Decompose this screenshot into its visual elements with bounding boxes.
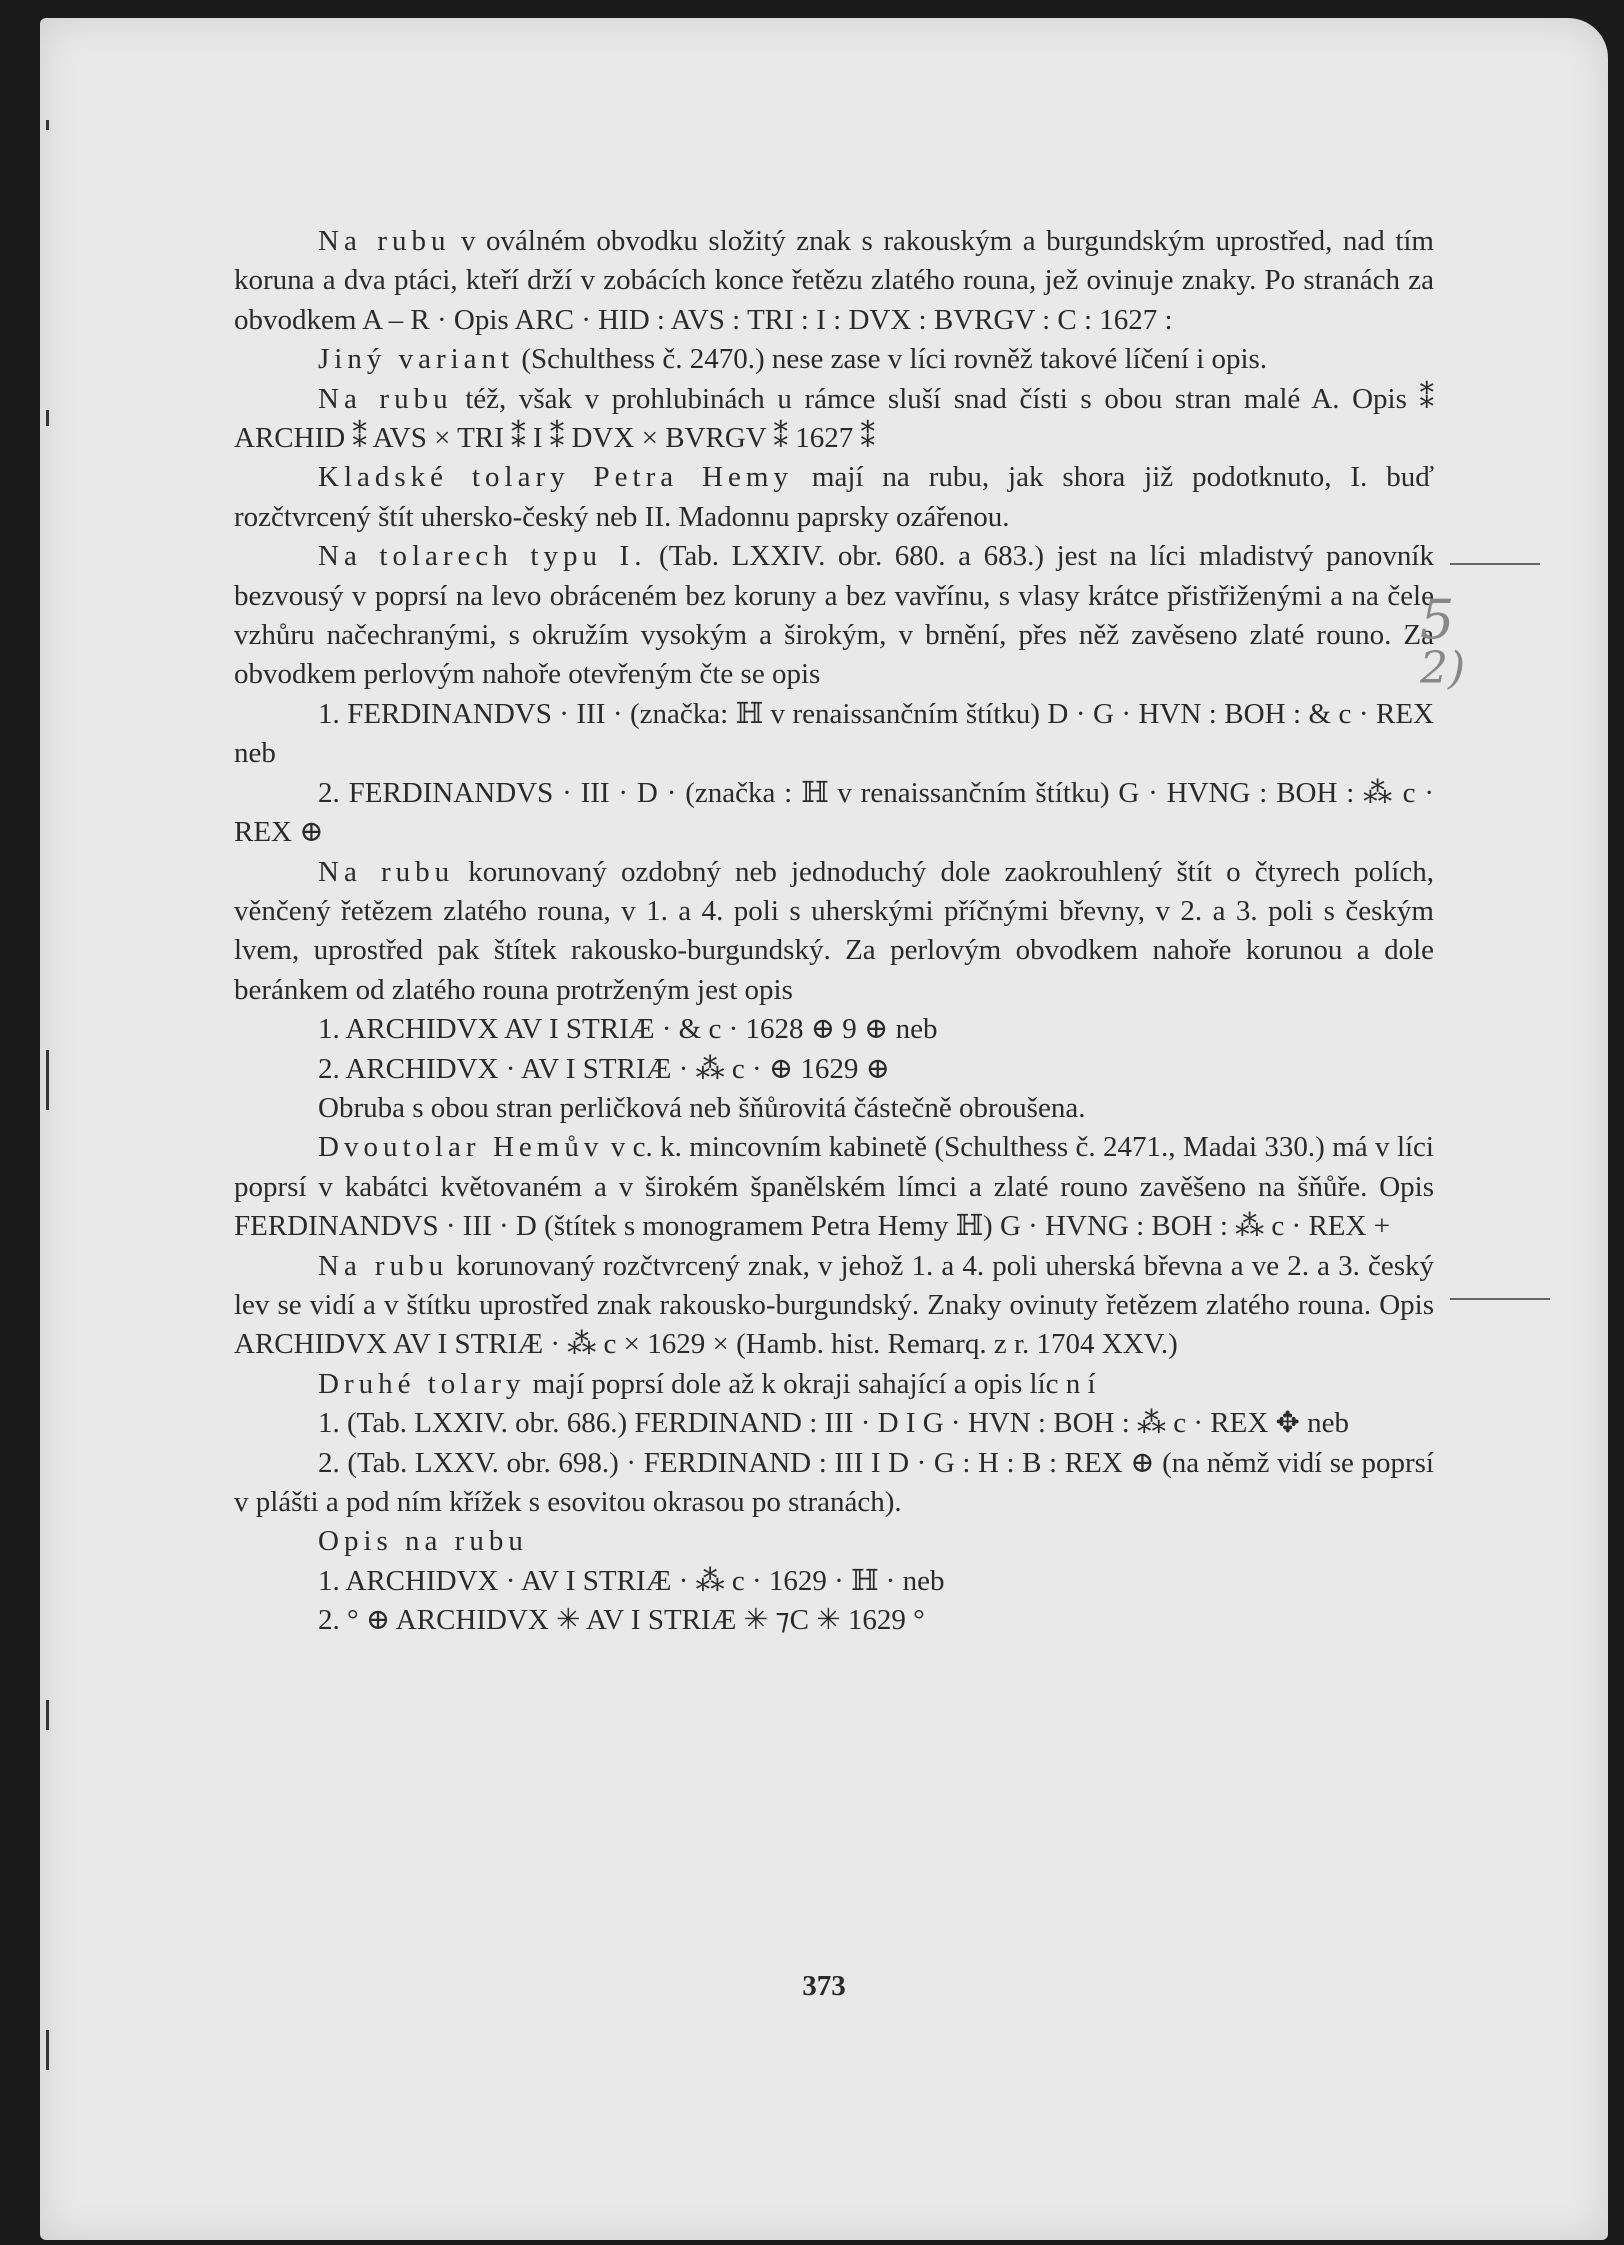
paragraph: [234, 774, 1434, 853]
binding-mark: [46, 1050, 49, 1110]
paragraph-text: korunovaný rozčtvrcený znak, v jehož 1. a 4. poli uherská břevna a ve 2. a 3. český lev se vidí a v štítku uprostřed znak rakousko-burgundský. Znaky ovinuty řetězem zlatého rouna. Opis ARCHIDVX AV I STRIÆ · ⁂ c × 1629 × (Hamb. hist. Remarq. z r. 1704 XXV.): [234, 1249, 1434, 1361]
paragraph: [234, 695, 1434, 774]
paragraph: [234, 1365, 1434, 1404]
margin-rule: [1450, 563, 1540, 565]
spaced-lead: Jiný variant: [318, 343, 515, 376]
book-page: [40, 18, 1608, 2240]
paragraph: [234, 1247, 1434, 1365]
spaced-lead: Na tolarech typu I.: [318, 540, 647, 573]
spaced-lead: Na rubu: [318, 225, 451, 257]
paragraph-text: v oválném obvodku složitý znak s rakouským a burgundským uprostřed, nad tím koruna a dva ptáci, kteří drží v zobácích konce řetězu zlatého rouna, jež ovinuje znaky. Po stranách za obvodkem A – R · Opis ARC · HID : AVS : TRI : I : DVX : BVRGV : C : 1627 :: [234, 225, 1434, 336]
paragraph-text: 1. FERDINANDVS · III · (značka: ℍ v renaissančním štítku) D · G · HVN : BOH : & c · REX neb: [234, 697, 1434, 770]
paragraph-text: mají poprsí dole až k okraji sahající a opis líc n í: [525, 1367, 1096, 1400]
paragraph: [234, 1089, 1434, 1128]
paragraph-text: mají na rubu, jak shora již podotknuto, I. buď rozčtvrcený štít uhersko-český neb II. Madonnu paprsky ozářenou.: [234, 461, 1434, 533]
paragraph-text: (Schulthess č. 2470.) nese zase v líci rovněž takové líčení i opis.: [514, 343, 1268, 376]
paragraph: [234, 340, 1434, 379]
paragraph-text: 1. ARCHIDVX · AV I STRIÆ · ⁂ c · 1629 · ℍ · neb: [318, 1564, 945, 1597]
spaced-lead: Na rubu: [318, 855, 455, 888]
spaced-lead: Opis na rubu: [318, 1525, 528, 1558]
margin-rule: [1450, 1298, 1550, 1300]
spaced-lead: Druhé tolary: [318, 1367, 526, 1400]
binding-mark: [46, 1700, 49, 1730]
paragraph-text: 2. FERDINANDVS · III · D · (značka : ℍ v renaissančním štítku) G · HVNG : BOH : ⁂ c · REX ⊕: [234, 776, 1434, 849]
binding-mark: [46, 2030, 49, 2070]
pencil-note: 5: [1420, 588, 1455, 651]
spaced-lead: Na rubu: [318, 1249, 449, 1282]
paragraph: [234, 1404, 1434, 1443]
paragraph-text: 1. ARCHIDVX AV I STRIÆ · & c · 1628 ⊕ 9 ⊕ neb: [318, 1013, 938, 1046]
paragraph-text: též, však v prohlubinách u rámce sluší snad čísti s obou stran malé A. Opis ⁑ ARCHID ⁑ AVS × TRI ⁑ I ⁑ DVX × BVRGV ⁑ 1627 ⁑: [234, 382, 1434, 455]
binding-mark: [46, 410, 49, 426]
paragraph-text: Obruba s obou stran perličková neb šňůrovitá částečně obroušena.: [318, 1091, 1086, 1124]
paragraph-text: 2. ° ⊕ ARCHIDVX ✳ AV I STRIÆ ✳ ⁊C ✳ 1629 °: [318, 1604, 925, 1637]
paragraph-text: v c. k. mincovním kabinetě (Schulthess č. 2471., Madai 330.) má v líci poprsí v kabátci květovaném a v širokém španělském límci a zlaté rouno zavěšeno na šňůře. Opis FERDINANDVS · III · D (štítek s monogramem Petra Hemy ℍ) G · HVNG : BOH : ⁂ c · REX +: [234, 1131, 1434, 1243]
paragraph: [234, 1522, 1434, 1561]
paragraph-text: 2. (Tab. LXXV. obr. 698.) · FERDINAND : III I D · G : H : B : REX ⊕ (na němž vidí se poprsí v plášti a pod ním křížek s esovitou okrasou po stranách).: [234, 1446, 1434, 1518]
paragraph-text: 1. (Tab. LXXIV. obr. 686.) FERDINAND : III · D I G · HVN : BOH : ⁂ c · REX ✥ neb: [318, 1407, 1349, 1440]
binding-mark: [46, 120, 49, 130]
pencil-note: 2): [1420, 643, 1466, 694]
paragraph: [234, 1444, 1434, 1523]
paragraph: [234, 380, 1434, 459]
spaced-lead: Kladské tolary Petra Hemy: [318, 461, 793, 494]
paragraph: [234, 222, 1434, 340]
paragraph: [234, 537, 1434, 695]
spaced-lead: Dvoutolar Hemův: [318, 1131, 604, 1164]
paragraph: [234, 1050, 1434, 1089]
paragraph: [234, 1010, 1434, 1049]
paragraph: [234, 1601, 1434, 1640]
paragraph: [234, 853, 1434, 1011]
paragraph-text: 2. ARCHIDVX · AV I STRIÆ · ⁂ c · ⊕ 1629 ⊕: [318, 1052, 890, 1085]
paragraph-text: (Tab. LXXIV. obr. 680. a 683.) jest na líci mladistvý panovník bezvousý v poprsí na levo obráceném bez koruny a bez vavřínu, s vlasy krátce přistřiženými a na čele vzhůru načechranými, s okružím vysokým a širokým, v brnění, přes něž zavěseno zlaté rouno. Za obvodkem perlovým nahoře otevřeným čte se opis: [234, 540, 1434, 691]
spaced-lead: Na rubu: [318, 382, 453, 415]
paragraph-text: korunovaný ozdobný neb jednoduchý dole zaokrouhlený štít o čtyrech polích, věnčený řetězem zlatého rouna, v 1. a 4. poli s uherskými příčnými břevny, v 2. a 3. poli s českým lvem, uprostřed pak štítek rakousko-burgundský. Za perlovým obvodkem nahoře korunou a dole beránkem od zlatého rouna protrženým jest opis: [234, 855, 1434, 1006]
paragraph: [234, 1562, 1434, 1601]
paragraph: [234, 1128, 1434, 1246]
body-text: [234, 222, 1434, 1641]
paragraph: [234, 458, 1434, 537]
page-number: 373: [802, 1970, 846, 2002]
